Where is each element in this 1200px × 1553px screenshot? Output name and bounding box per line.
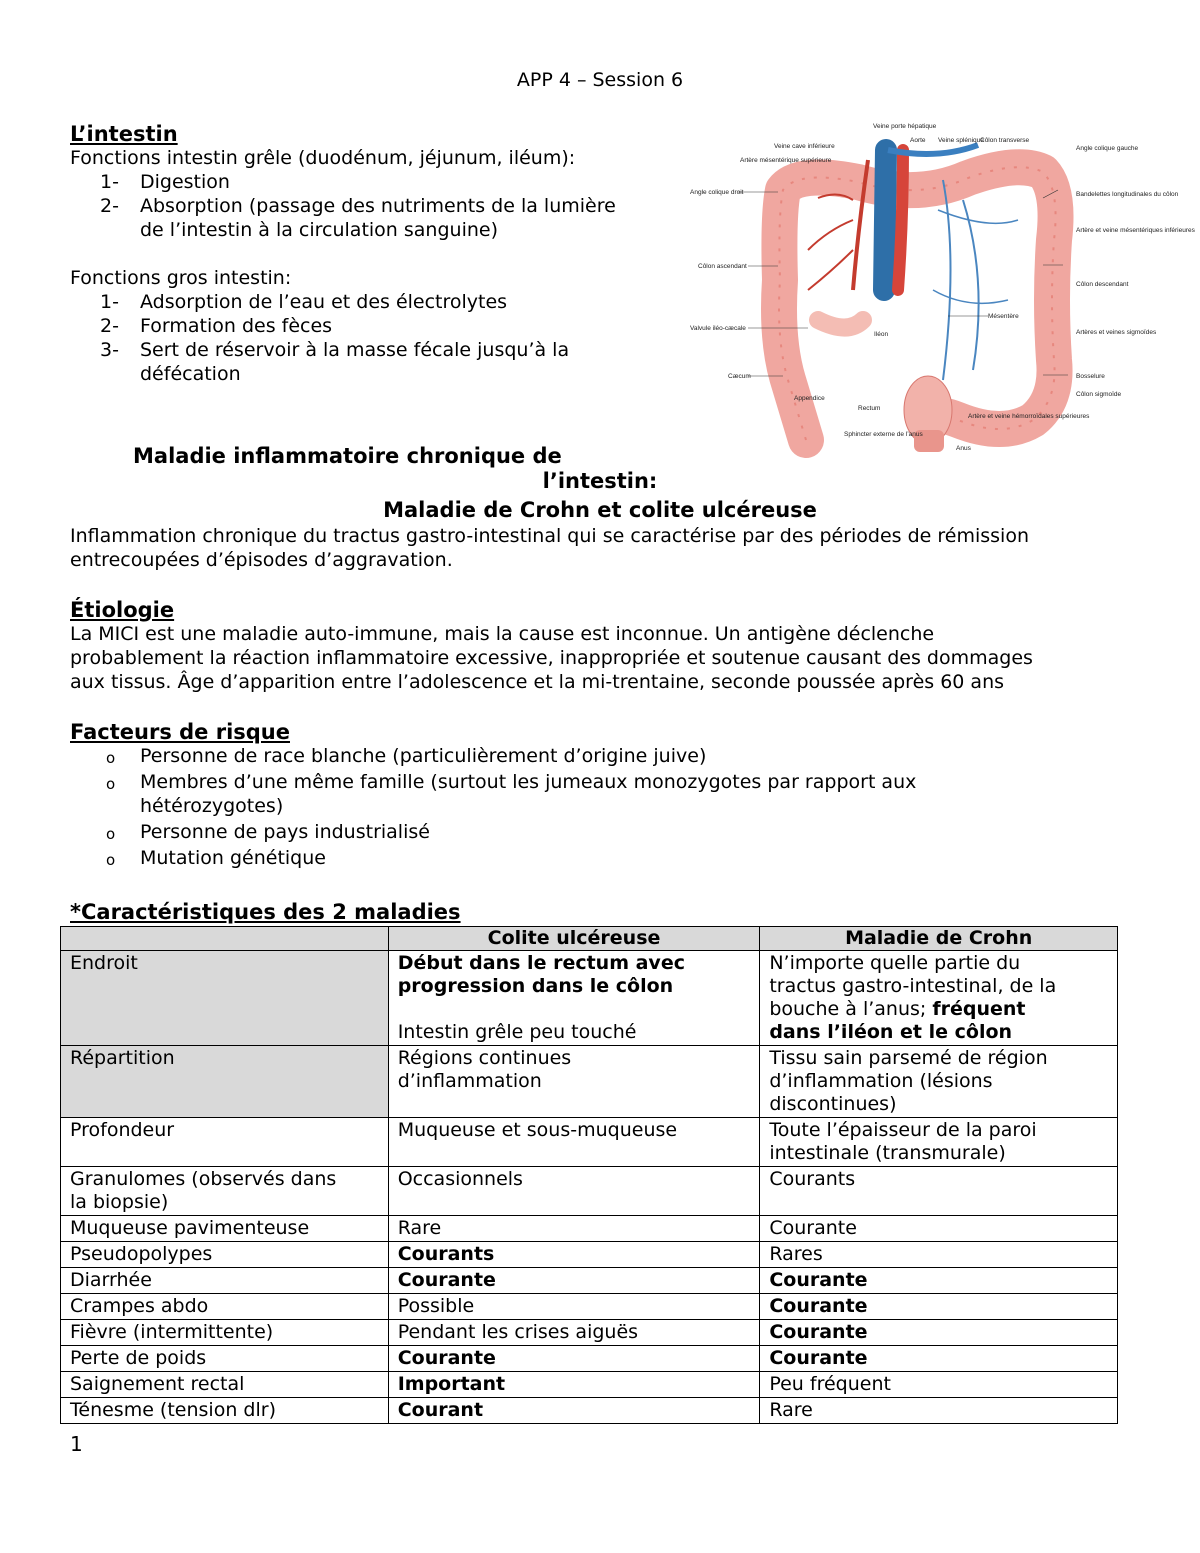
cell-colite: Pendant les crises aiguës [388, 1320, 760, 1346]
table-row [61, 1046, 1118, 1118]
cell-colite: Possible [388, 1294, 760, 1320]
table-row [61, 1268, 1118, 1294]
risques-list [70, 744, 1150, 870]
page-number: 1 [70, 1432, 83, 1456]
cell-crohn: N’importe quelle partie du tractus gastro-intestinal, de la bouche à l’anus; fréquent dans l’iléon et le côlon [760, 951, 1118, 1046]
table-row [61, 1167, 1118, 1216]
cell-crohn: Courants [760, 1167, 1118, 1216]
row-label: Muqueuse pavimenteuse [61, 1216, 389, 1242]
row-label: Pseudopolypes [61, 1242, 389, 1268]
mici-definition: Inflammation chronique du tractus gastro-intestinal qui se caractérise par des périodes de rémission entrecoupées d’épisodes d’aggravation. [70, 525, 1029, 571]
cell-colite: Rare [388, 1216, 760, 1242]
row-label: Profondeur [61, 1118, 389, 1167]
cell-colite: Courant [388, 1398, 760, 1424]
etiologie-section: Étiologie La MICI est une maladie auto-immune, mais la cause est inconnue. Un antigène déclenche probablement la réaction inflammatoire excessive, inappropriée et soutenue causant des dommages aux tissus. Âge d’apparition entre l’adolescence et la mi-trentaine, seconde poussée après 60 ans [70, 598, 1150, 694]
row-label: Crampes abdo [61, 1294, 389, 1320]
table-row [61, 1118, 1118, 1167]
figure-label: Artère mésentérique supérieure [740, 157, 832, 164]
page-header: APP 4 – Session 6 [516, 69, 684, 91]
cell-crohn: Rares [760, 1242, 1118, 1268]
cell-colite: Régions continues d’inflammation [388, 1046, 760, 1118]
figure-label: Anus [956, 445, 971, 452]
cell-colite: Courante [388, 1268, 760, 1294]
row-label: Ténesme (tension dlr) [61, 1398, 389, 1424]
figure-label: Bosselure [1076, 373, 1105, 380]
figure-label: Valvule iléo-cæcale [690, 325, 746, 332]
list-item: 2- Absorption (passage des nutriments de la lumière de l’intestin à la circulation sanguine) [100, 195, 616, 241]
table-row [61, 1242, 1118, 1268]
figure-label: Iléon [874, 331, 889, 338]
risques-heading: Facteurs de risque [70, 720, 290, 744]
figure-label: Veine splénique [938, 137, 984, 144]
row-label: Répartition [61, 1046, 389, 1118]
table-row [61, 1294, 1118, 1320]
table-row [61, 1320, 1118, 1346]
row-label: Fièvre (intermittente) [61, 1320, 389, 1346]
figure-label: Côlon sigmoïde [1076, 391, 1122, 398]
list-item: o Personne de pays industrialisé [106, 821, 430, 843]
figure-label: Cæcum [728, 373, 751, 380]
list-item: 1- Digestion [100, 171, 230, 193]
intestine-anatomy-figure [688, 120, 1195, 460]
cell-crohn: Courante [760, 1216, 1118, 1242]
figure-label: Bandelettes longitudinales du côlon [1076, 191, 1179, 198]
figure-label: Artère et veine hémorroïdales supérieures [968, 413, 1090, 420]
cell-colite: Courante [388, 1346, 760, 1372]
figure-label: Artères et veines sigmoïdes [1076, 329, 1157, 336]
etiologie-heading: Étiologie [70, 598, 175, 622]
row-label: Endroit [61, 951, 389, 1046]
list-item: o Mutation génétique [106, 847, 326, 869]
cell-colite: Début dans le rectum avec progression dans le côlon Intestin grêle peu touché [388, 951, 760, 1046]
tableau-heading: *Caractéristiques des 2 maladies [70, 900, 461, 924]
comparison-table [60, 926, 1118, 1424]
gros-list [70, 290, 680, 386]
table-row [61, 1346, 1118, 1372]
table-row [61, 1372, 1118, 1398]
cell-crohn: Courante [760, 1268, 1118, 1294]
list-item: o Personne de race blanche (particulièrement d’origine juive) [106, 745, 707, 767]
cell-crohn: Courante [760, 1346, 1118, 1372]
figure-label: Mésentère [988, 313, 1019, 320]
table-row [61, 1216, 1118, 1242]
table-header-row [61, 927, 1118, 951]
cell-colite: Occasionnels [388, 1167, 760, 1216]
table-row [61, 951, 1118, 1046]
grele-title: Fonctions intestin grêle (duodénum, jéjunum, iléum): [70, 147, 576, 169]
cell-crohn: Courante [760, 1294, 1118, 1320]
figure-label: Veine porte hépatique [873, 123, 937, 130]
figure-label: Sphincter externe de l’anus [844, 431, 923, 438]
cell-crohn: Tissu sain parsemé de région d’inflammation (lésions discontinues) [760, 1046, 1118, 1118]
mici-title-line3: Maladie de Crohn et colite ulcéreuse [383, 498, 817, 522]
table-header-blank [61, 927, 389, 951]
list-item: 1- Adsorption de l’eau et des électrolytes [100, 291, 508, 313]
figure-label: Côlon transverse [980, 137, 1030, 144]
table-row [61, 1398, 1118, 1424]
figure-label: Rectum [858, 405, 881, 412]
cell-colite: Courants [388, 1242, 760, 1268]
cell-crohn: Rare [760, 1398, 1118, 1424]
figure-label: Côlon descendant [1076, 281, 1129, 288]
figure-label: Artère et veine mésentériques inférieures [1076, 227, 1195, 234]
cell-colite: Important [388, 1372, 760, 1398]
cell-crohn: Toute l’épaisseur de la paroi intestinale (transmurale) [760, 1118, 1118, 1167]
list-item: o Membres d’une même famille (surtout les jumeaux monozygotes par rapport aux hétérozygotes) [106, 771, 917, 817]
row-label: Granulomes (observés dans la biopsie) [61, 1167, 389, 1216]
row-label: Perte de poids [61, 1346, 389, 1372]
table-header-colite: Colite ulcéreuse [388, 927, 760, 951]
table-header-crohn: Maladie de Crohn [760, 927, 1118, 951]
cell-crohn: Courante [760, 1320, 1118, 1346]
figure-label: Angle colique gauche [1076, 145, 1139, 152]
figure-label: Appendice [794, 395, 825, 402]
list-item: 2- Formation des fèces [100, 315, 333, 337]
cell-crohn: Peu fréquent [760, 1372, 1118, 1398]
figure-label: Aorte [910, 137, 926, 144]
list-item: 3- Sert de réservoir à la masse fécale jusqu’à la défécation [100, 339, 570, 385]
figure-label: Angle colique droit [690, 189, 744, 196]
figure-label: Côlon ascendant [698, 263, 747, 270]
grele-list [70, 170, 680, 242]
cell-colite: Muqueuse et sous-muqueuse [388, 1118, 760, 1167]
mici-title-line2: l’intestin: [542, 469, 658, 493]
mici-title-line1: Maladie inflammatoire chronique de [133, 444, 562, 468]
intestin-section [70, 122, 680, 386]
risques-section [70, 720, 1150, 870]
intestin-heading: L’intestin [70, 122, 178, 146]
gros-title: Fonctions gros intestin: [70, 267, 292, 289]
row-label: Diarrhée [61, 1268, 389, 1294]
row-label: Saignement rectal [61, 1372, 389, 1398]
figure-label: Veine cave inférieure [774, 143, 835, 150]
